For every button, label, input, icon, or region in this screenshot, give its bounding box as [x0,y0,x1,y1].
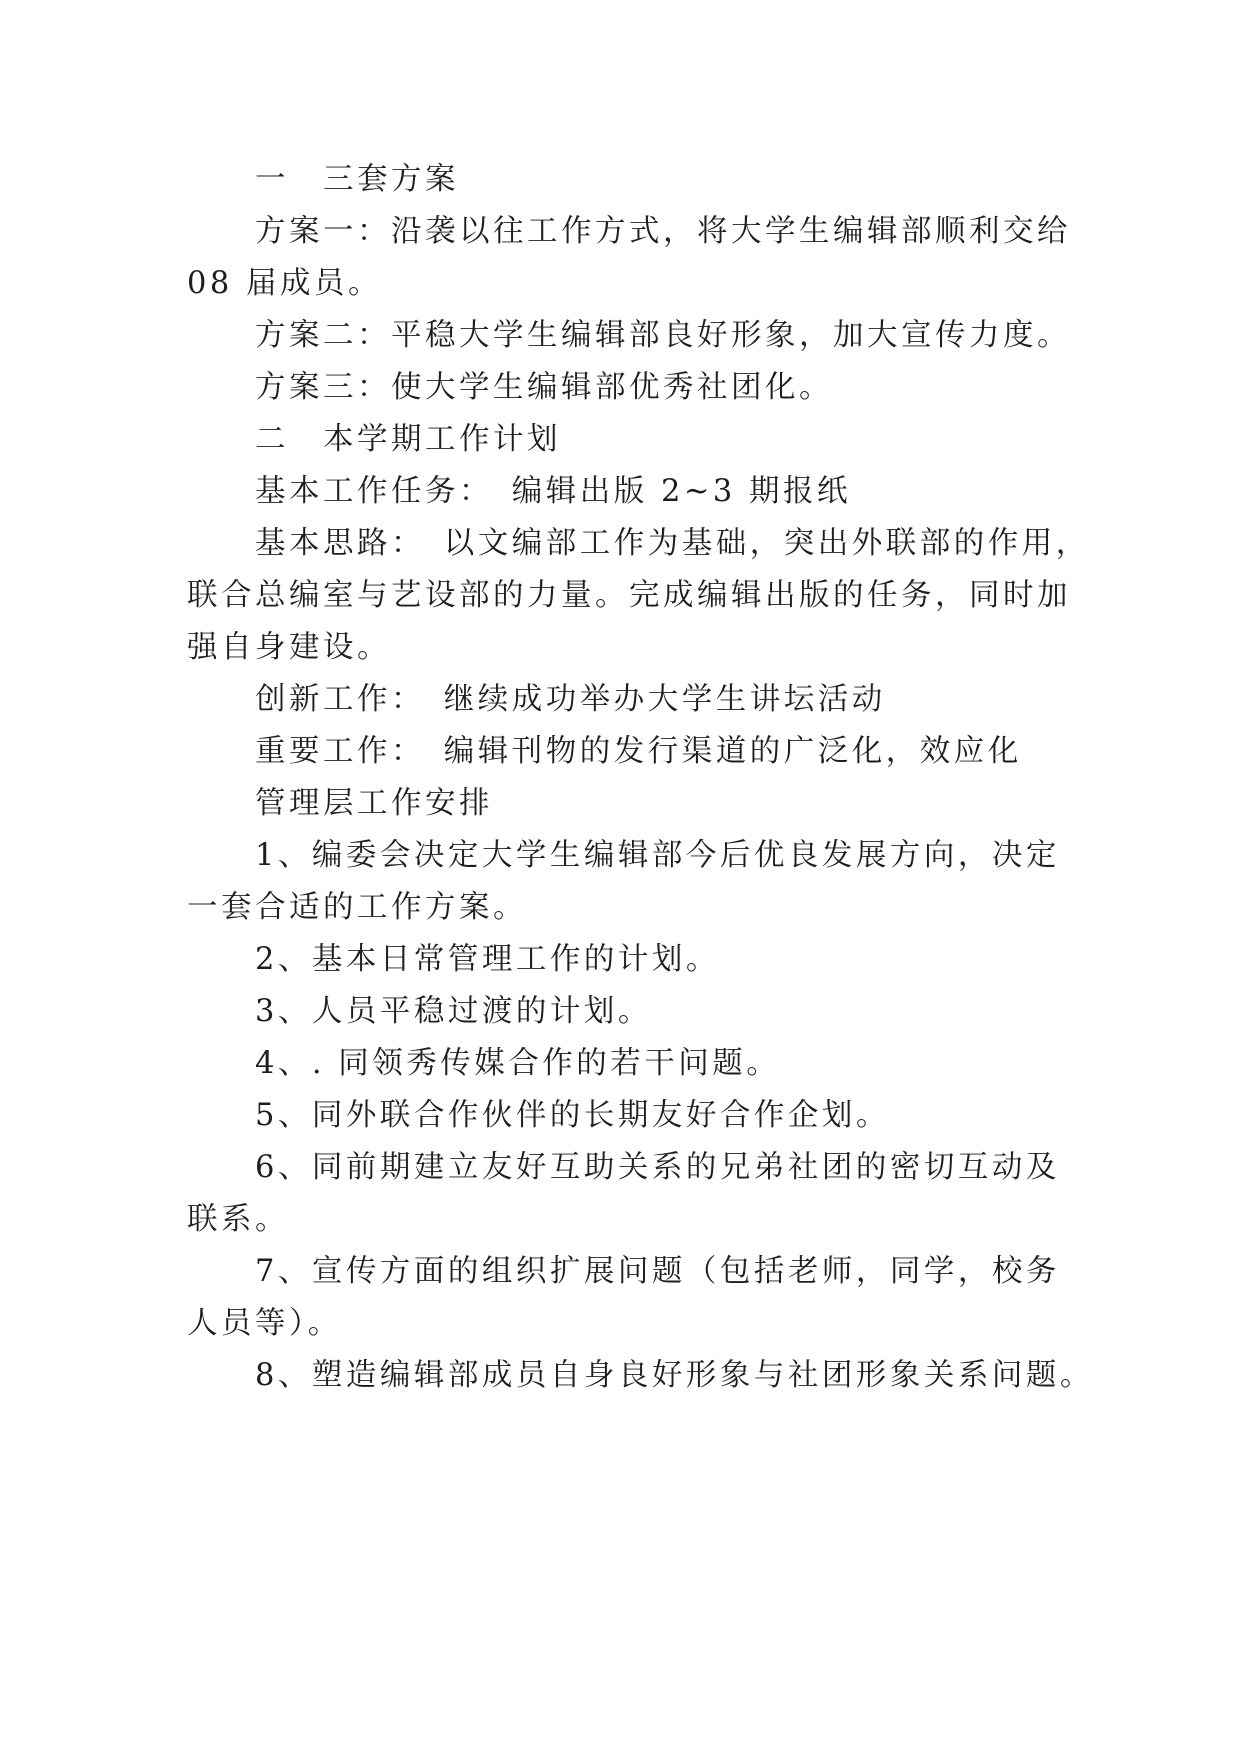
plan-one-line-2: 08 届成员。 [187,266,383,301]
item-8: 8、塑造编辑部成员自身良好形象与社团形象关系问题。 [255,1358,1094,1393]
plan-one-line-1: 方案一：沿袭以往工作方式，将大学生编辑部顺利交给 [255,214,1071,249]
item-1-line-1: 1、编委会决定大学生编辑部今后优良发展方向，决定 [255,838,1060,873]
item-7-line-2: 人员等）。 [187,1306,342,1341]
important-work: 重要工作： 编辑刊物的发行渠道的广泛化，效应化 [255,734,1022,769]
section-heading-2: 二 本学期工作计划 [255,422,561,457]
item-6-line-1: 6、同前期建立友好互助关系的兄弟社团的密切互动及 [255,1150,1060,1185]
item-7-line-1: 7、宣传方面的组织扩展问题（包括老师，同学，校务 [255,1254,1060,1289]
item-4: 4、. 同领秀传媒合作的若干问题。 [255,1046,781,1081]
item-5: 5、同外联合作伙伴的长期友好合作企划。 [255,1098,890,1133]
management-heading: 管理层工作安排 [255,786,493,821]
basic-idea-line-3: 强自身建设。 [187,630,391,665]
plan-two: 方案二：平稳大学生编辑部良好形象，加大宣传力度。 [255,318,1071,353]
basic-task: 基本工作任务： 编辑出版 2~3 期报纸 [255,474,852,509]
item-6-line-2: 联系。 [187,1202,289,1237]
item-1-line-2: 一套合适的工作方案。 [187,890,527,925]
item-3: 3、人员平稳过渡的计划。 [255,994,652,1029]
item-2: 2、基本日常管理工作的计划。 [255,942,720,977]
plan-three: 方案三：使大学生编辑部优秀社团化。 [255,370,833,405]
innovation-work: 创新工作： 继续成功举办大学生讲坛活动 [255,682,886,717]
basic-idea-line-2: 联合总编室与艺设部的力量。完成编辑出版的任务，同时加 [187,578,1071,613]
section-heading-1: 一 三套方案 [255,162,459,197]
basic-idea-line-1: 基本思路： 以文编部工作为基础，突出外联部的作用， [255,526,1090,561]
